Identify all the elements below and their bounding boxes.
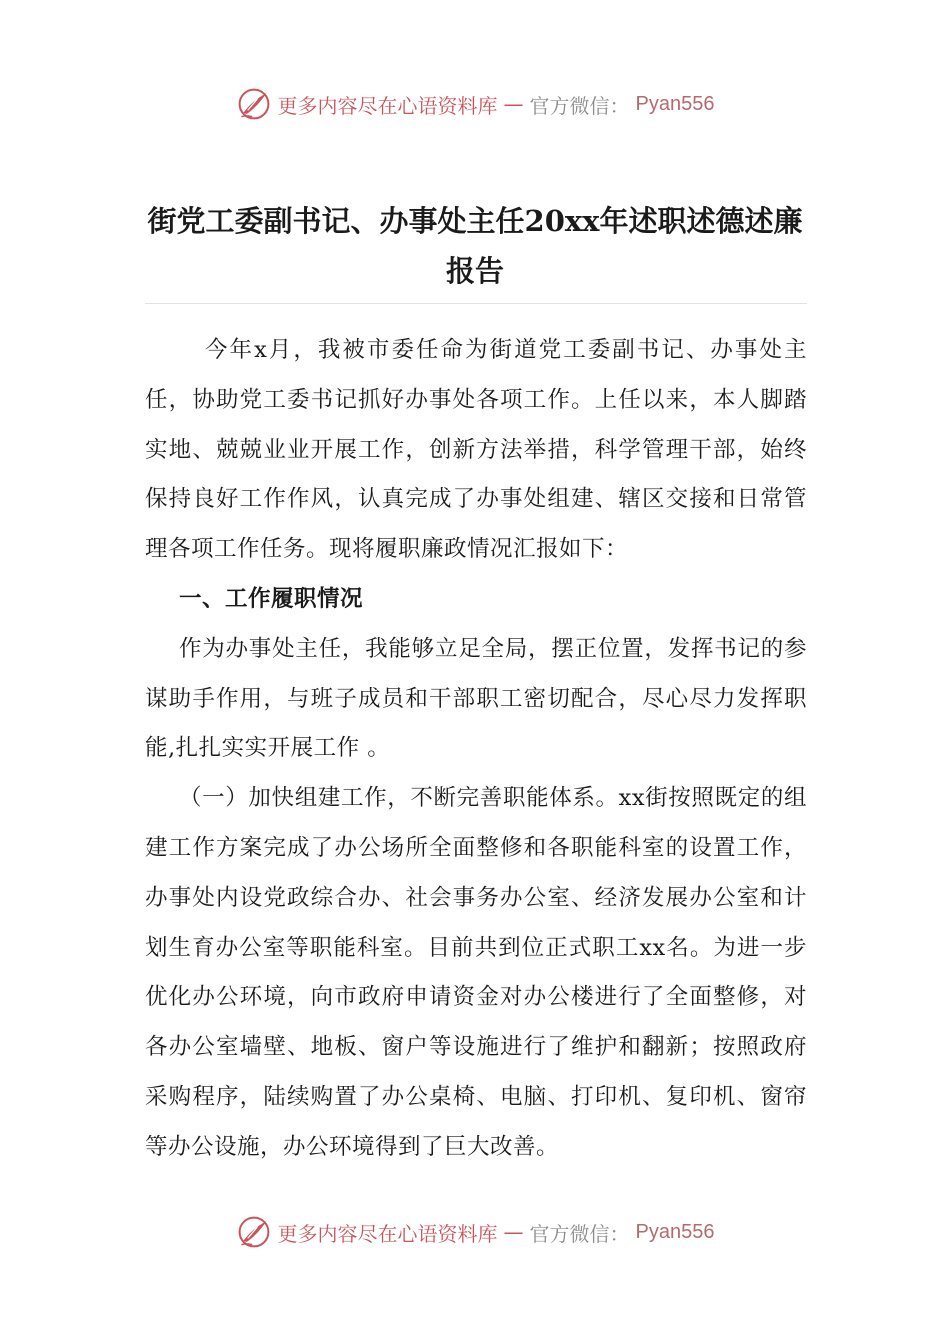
body-paragraph: 作为办事处主任，我能够立足全局，摆正位置，发挥书记的参谋助手作用，与班子成员和干部职工密切配合，尽心尽力发挥职能,扎扎实实开展工作 。	[145, 635, 807, 762]
body-paragraph: （一）加快组建工作，不断完善职能体系。xx街按照既定的组建工作方案完成了办公场所全面整修和各职能科室的设置工作，办事处内设党政综合办、社会事务办公室、经济发展办公室和计划生育办公室等职能科室。目前共到位正式职工xx名。为进一步优化办公环境，向市政府申请资金对办公楼进行了全面整修，对各办公室墙壁、地板、窗户等设施进行了维护和翻新；按照政府采购程序，陆续购置了办公桌椅、电脑、打印机、复印机、窗帘等办公设施，办公环境得到了巨大改善。	[145, 785, 807, 1160]
watermark-separator: —	[503, 92, 524, 116]
watermark-wechat-id: Pyan556	[635, 1220, 715, 1243]
watermark-wechat-id: Pyan556	[635, 92, 715, 115]
watermark-main-text: 更多内容尽在心语资料库	[277, 93, 498, 118]
footer-watermark	[0, 1210, 950, 1254]
watermark-label: 官方微信：	[529, 1221, 630, 1246]
header-watermark	[0, 82, 950, 126]
watermark-separator: —	[503, 1220, 524, 1244]
section-heading-1: 一、工作履职情况	[179, 585, 364, 612]
pen-nib-logo-icon	[236, 86, 272, 122]
watermark-main-text: 更多内容尽在心语资料库	[277, 1221, 498, 1246]
pen-nib-logo-icon	[236, 1214, 272, 1250]
intro-paragraph: 今年x月，我被市委任命为街道党工委副书记、办事处主任，协助党工委书记抓好办事处各项工作。上任以来，本人脚踏实地、兢兢业业开展工作，创新方法举措，科学管理干部，始终保持良好工作作风，认真完成了办事处组建、辖区交接和日常管理各项工作任务。现将履职廉政情况汇报如下：	[145, 337, 807, 563]
document-body	[145, 326, 807, 1173]
document-title: 街党工委副书记、办事处主任20xx年述职述德述廉报告	[147, 204, 803, 288]
watermark-label: 官方微信：	[529, 93, 630, 118]
title-divider	[145, 303, 807, 304]
